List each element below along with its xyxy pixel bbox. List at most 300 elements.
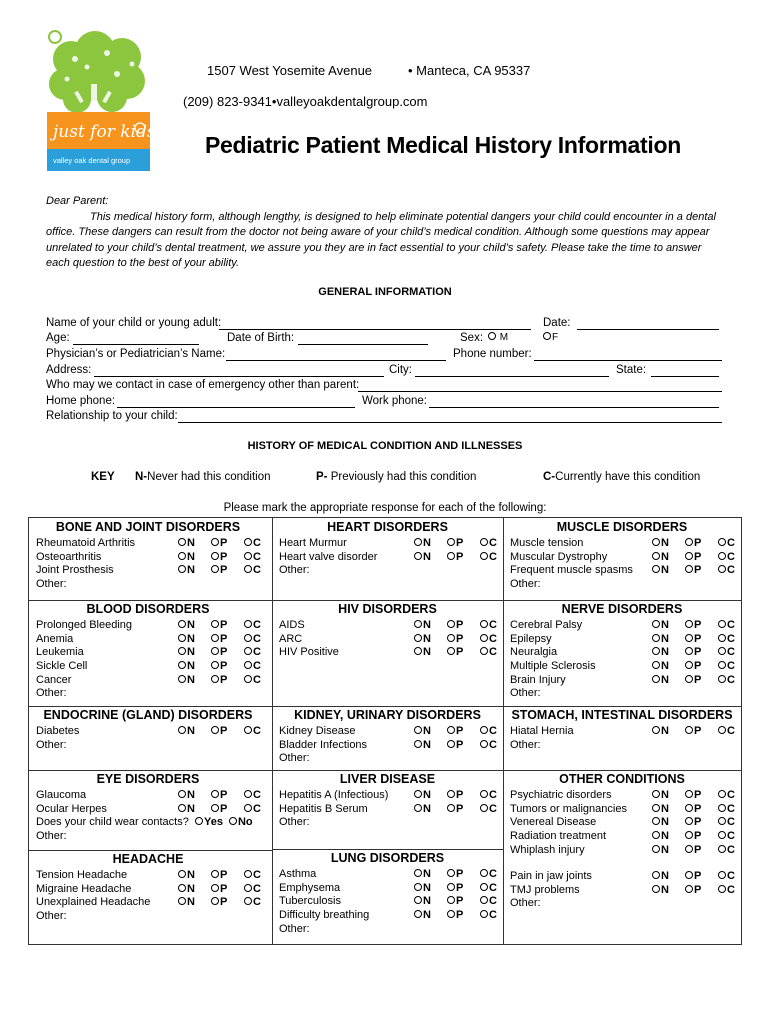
option-n[interactable] [178,646,211,660]
option-n[interactable] [414,868,447,882]
radio-circle-icon [480,740,488,748]
option-letter: P [694,646,702,659]
option-p[interactable] [685,870,718,884]
option-p[interactable] [211,869,244,883]
response-options [652,830,735,844]
option-p[interactable] [211,674,244,688]
option-c[interactable] [480,646,497,660]
option-n[interactable] [652,816,685,830]
option-p[interactable] [211,896,244,910]
option-p[interactable] [685,646,718,660]
option-c[interactable] [718,830,735,844]
response-options [178,674,261,688]
option-c[interactable] [480,789,497,803]
section-title: HEADACHE [112,852,184,866]
option-letter: P [694,789,702,801]
option-n[interactable] [414,537,447,551]
option-p[interactable] [447,537,480,551]
radio-circle-icon [685,817,693,825]
address-field[interactable] [94,376,384,377]
option-p[interactable] [685,619,718,633]
option-c[interactable] [480,633,497,647]
response-options [652,884,735,898]
home-phone-field[interactable] [117,407,355,408]
radio-circle-icon [447,869,455,877]
radio-circle-icon [447,634,455,642]
condition-row [272,868,503,882]
option-n[interactable] [652,884,685,898]
option-letter: C [489,802,497,815]
svg-text:valley oak dental group: valley oak dental group [53,156,131,165]
option-p[interactable] [447,895,480,909]
section-blood [29,600,267,701]
option-n[interactable] [178,803,211,817]
option-c[interactable] [718,646,735,660]
option-letter: P [694,870,702,882]
condition-row [503,844,741,858]
response-options [178,660,261,674]
option-c[interactable] [718,619,735,633]
response-options [652,844,735,858]
option-n[interactable] [652,537,685,551]
option-n[interactable] [178,789,211,803]
option-n[interactable] [414,895,447,909]
option-p[interactable] [447,868,480,882]
radio-circle-icon [178,565,186,573]
option-c[interactable] [480,882,497,896]
option-letter: C [253,619,261,631]
option-p[interactable] [685,789,718,803]
option-c[interactable] [244,660,261,674]
phones-row [46,395,722,410]
radio-circle-icon [488,332,496,340]
option-n[interactable] [652,725,685,739]
option-letter: C [253,802,261,815]
general-info-heading: GENERAL INFORMATION [318,286,452,298]
option-c[interactable] [244,896,261,910]
radio-circle-icon [414,910,422,918]
option-letter: N [187,725,195,737]
option-c[interactable] [480,803,497,817]
age-field[interactable] [73,344,199,345]
option-letter: N [187,673,195,686]
condition-label: Heart valve disorder [279,550,378,563]
condition-row [29,789,267,803]
radio-circle-icon [652,634,660,642]
option-letter: P [694,883,702,896]
radio-circle-icon [718,620,726,628]
section-endocrine [29,706,267,752]
radio-circle-icon [685,790,693,798]
option-c[interactable] [244,869,261,883]
option-c[interactable] [718,789,735,803]
radio-circle-icon [652,661,660,669]
option-letter: C [727,619,735,631]
option-c[interactable] [480,551,497,565]
radio-circle-icon [652,647,660,655]
option-c[interactable] [718,844,735,858]
condition-label: Joint Prosthesis [36,564,114,577]
option-c[interactable] [244,537,261,551]
option-letter: N [187,660,195,673]
option-c[interactable] [718,870,735,884]
radio-circle-icon [211,884,219,892]
option-n[interactable] [178,537,211,551]
option-letter: N [661,564,669,577]
section-title: HIV DISORDERS [338,602,437,616]
option-p[interactable] [447,909,480,923]
radio-circle-icon [652,552,660,560]
section-other-conditions [503,770,741,857]
option-p[interactable] [211,646,244,660]
city-field[interactable] [415,376,609,377]
option-letter: P [694,564,702,577]
emergency-field[interactable] [358,391,722,392]
radio-circle-icon [480,552,488,560]
option-letter: C [727,660,735,673]
option-c[interactable] [244,646,261,660]
contacts-no-option[interactable] [229,816,253,828]
option-c[interactable] [718,537,735,551]
other-row [503,687,741,701]
sex-f-option[interactable]: F [543,332,558,343]
section-title: LUNG DISORDERS [330,851,445,865]
option-n[interactable] [414,909,447,923]
option-p[interactable] [447,803,480,817]
option-c[interactable] [718,633,735,647]
contacts-yes-label: Yes [204,816,223,829]
condition-row [272,619,503,633]
option-p[interactable] [685,633,718,647]
option-n[interactable] [178,633,211,647]
radio-circle-icon [244,804,252,812]
contacts-yes-option[interactable] [195,816,223,828]
condition-label: Radiation treatment [510,830,606,843]
option-n[interactable] [178,896,211,910]
response-options [414,646,497,660]
option-n[interactable] [652,619,685,633]
option-p[interactable] [447,789,480,803]
other-label: Other: [36,910,67,923]
option-letter: P [694,537,702,549]
relationship-field[interactable] [178,422,722,423]
condition-row [503,619,741,633]
condition-label: Venereal Disease [510,816,597,829]
condition-label: Hepatitis B Serum [279,802,368,815]
home-phone-label: Home phone: [46,395,116,407]
option-letter: C [727,550,735,563]
radio-circle-icon [211,565,219,573]
condition-label: Emphysema [279,881,341,894]
physician-field[interactable] [226,360,446,361]
option-letter: N [423,632,431,645]
option-c[interactable] [718,551,735,565]
option-p[interactable] [447,619,480,633]
other-label: Other: [510,578,541,591]
option-letter: P [694,673,702,686]
option-letter: P [456,550,464,563]
option-letter: N [661,843,669,856]
radio-circle-icon [685,647,693,655]
age-label: Age: [46,332,70,344]
response-options [652,537,735,551]
option-p[interactable] [211,537,244,551]
emergency-row [46,379,722,394]
condition-label: Diabetes [36,725,80,737]
option-n[interactable] [414,619,447,633]
option-n[interactable] [414,882,447,896]
option-letter: P [456,802,464,815]
option-letter: N [187,619,195,631]
response-options [652,803,735,817]
option-n[interactable] [652,564,685,578]
radio-circle-icon [652,817,660,825]
option-letter: P [694,830,702,843]
option-c[interactable] [244,619,261,633]
condition-label: Epilepsy [510,632,552,645]
response-options [652,619,735,633]
response-options [178,646,261,660]
option-c[interactable] [244,633,261,647]
contacts-no-label: No [237,816,253,829]
key-label: KEY [91,471,115,483]
option-p[interactable] [685,660,718,674]
radio-circle-icon [480,620,488,628]
condition-row [503,646,741,660]
option-n[interactable] [178,564,211,578]
option-n[interactable] [652,646,685,660]
option-p[interactable] [447,882,480,896]
option-n[interactable] [178,883,211,897]
option-n[interactable] [652,844,685,858]
option-n[interactable] [414,803,447,817]
option-p[interactable] [447,633,480,647]
condition-row [503,633,741,647]
radio-circle-icon [685,661,693,669]
option-n[interactable] [414,725,447,739]
option-n[interactable] [652,870,685,884]
response-options [178,725,261,739]
radio-circle-icon [211,634,219,642]
option-letter: N [661,673,669,686]
option-p[interactable] [685,564,718,578]
option-n[interactable] [652,803,685,817]
option-p[interactable] [685,674,718,688]
radio-circle-icon [211,726,219,734]
response-options [414,868,497,882]
radio-circle-icon [414,726,422,734]
option-c[interactable] [244,564,261,578]
option-c[interactable] [244,551,261,565]
option-n[interactable] [652,830,685,844]
response-options [652,633,735,647]
date-field[interactable] [577,329,719,330]
option-letter: P [220,537,228,549]
radio-circle-icon [211,790,219,798]
option-letter: P [456,725,464,737]
option-p[interactable] [685,803,718,817]
section-liver [272,770,503,830]
option-c[interactable] [718,564,735,578]
option-p[interactable] [447,725,480,739]
option-letter: P [220,673,228,686]
option-letter: P [456,895,464,908]
option-p[interactable] [447,739,480,753]
radio-circle-icon [480,538,488,546]
condition-row [272,895,503,909]
option-n[interactable] [414,739,447,753]
address-label: Address: [46,364,92,376]
radio-circle-icon [718,817,726,825]
option-letter: N [661,660,669,673]
condition-row [29,869,267,883]
response-options [178,537,261,551]
condition-row [503,870,741,884]
option-c[interactable] [480,725,497,739]
option-n[interactable] [178,619,211,633]
response-options [652,725,735,739]
option-c[interactable] [480,537,497,551]
condition-row [29,674,267,688]
option-p[interactable] [685,884,718,898]
option-n[interactable] [178,660,211,674]
option-letter: P [694,802,702,815]
option-n[interactable] [178,674,211,688]
radio-circle-icon [211,538,219,546]
radio-circle-icon [414,647,422,655]
option-p[interactable] [211,551,244,565]
condition-label: Migraine Headache [36,882,132,895]
option-n[interactable] [178,725,211,739]
option-p[interactable] [211,789,244,803]
option-c[interactable] [480,909,497,923]
option-c[interactable] [480,739,497,753]
option-n[interactable] [178,869,211,883]
radio-circle-icon [718,845,726,853]
option-c[interactable] [718,816,735,830]
option-c[interactable] [244,674,261,688]
name-field[interactable] [219,329,531,330]
option-n[interactable] [652,551,685,565]
option-p[interactable] [211,619,244,633]
option-c[interactable] [244,725,261,739]
option-c[interactable] [718,660,735,674]
response-options [178,789,261,803]
phone-label: Phone number: [453,348,532,360]
option-n[interactable] [652,633,685,647]
section-title: LIVER DISEASE [339,772,436,786]
option-p[interactable] [211,883,244,897]
condition-row [29,619,267,633]
option-letter: N [187,632,195,645]
section-muscle [503,518,741,592]
option-p[interactable] [211,660,244,674]
option-p[interactable] [685,830,718,844]
option-c[interactable] [244,803,261,817]
option-c[interactable] [480,619,497,633]
option-c[interactable] [718,725,735,739]
option-n[interactable] [178,551,211,565]
condition-label: HIV Positive [279,646,339,659]
response-options [178,619,261,633]
option-letter: P [694,660,702,673]
option-p[interactable] [685,537,718,551]
other-label: Other: [36,738,67,751]
option-p[interactable] [685,725,718,739]
option-n[interactable] [414,646,447,660]
option-n[interactable] [414,551,447,565]
option-p[interactable] [685,816,718,830]
radio-circle-icon [211,675,219,683]
option-n[interactable] [652,660,685,674]
condition-row [29,537,267,551]
phone-field[interactable] [534,360,722,361]
condition-label: Leukemia [36,646,84,659]
option-letter: N [423,895,431,908]
option-letter: P [694,816,702,829]
option-letter: C [489,738,497,751]
condition-row [29,660,267,674]
radio-circle-icon [718,831,726,839]
state-field[interactable] [651,376,719,377]
option-n[interactable] [652,789,685,803]
other-row [29,910,267,924]
radio-circle-icon [685,804,693,812]
section-hiv [272,600,503,660]
response-options [414,803,497,817]
option-letter: N [661,789,669,801]
option-c[interactable] [480,868,497,882]
option-n[interactable] [414,789,447,803]
condition-label: Multiple Sclerosis [510,660,596,673]
radio-circle-icon [414,790,422,798]
option-c[interactable] [244,883,261,897]
option-p[interactable] [211,633,244,647]
option-c[interactable] [244,789,261,803]
key-never: N-Never had this condition [135,471,271,483]
work-phone-field[interactable] [429,407,719,408]
option-p[interactable] [211,564,244,578]
option-n[interactable] [652,674,685,688]
dob-field[interactable] [298,344,428,345]
option-c[interactable] [718,884,735,898]
option-letter: C [727,564,735,577]
option-c[interactable] [718,803,735,817]
option-p[interactable] [211,725,244,739]
response-options [178,564,261,578]
radio-circle-icon [414,620,422,628]
radio-circle-icon [244,647,252,655]
condition-label: Neuralgia [510,646,558,659]
radio-circle-icon [229,817,237,825]
option-p[interactable] [685,844,718,858]
condition-row [503,537,741,551]
option-c[interactable] [480,895,497,909]
option-p[interactable] [211,803,244,817]
option-letter: C [489,895,497,908]
option-p[interactable] [685,551,718,565]
section-title: NERVE DISORDERS [561,602,683,616]
conditions-grid [28,517,742,945]
option-letter: P [456,632,464,645]
option-c[interactable] [718,674,735,688]
option-n[interactable] [414,633,447,647]
option-p[interactable] [447,646,480,660]
option-p[interactable] [447,551,480,565]
condition-label: Asthma [279,868,317,880]
sex-m-option[interactable]: M [488,332,508,343]
radio-circle-icon [211,661,219,669]
